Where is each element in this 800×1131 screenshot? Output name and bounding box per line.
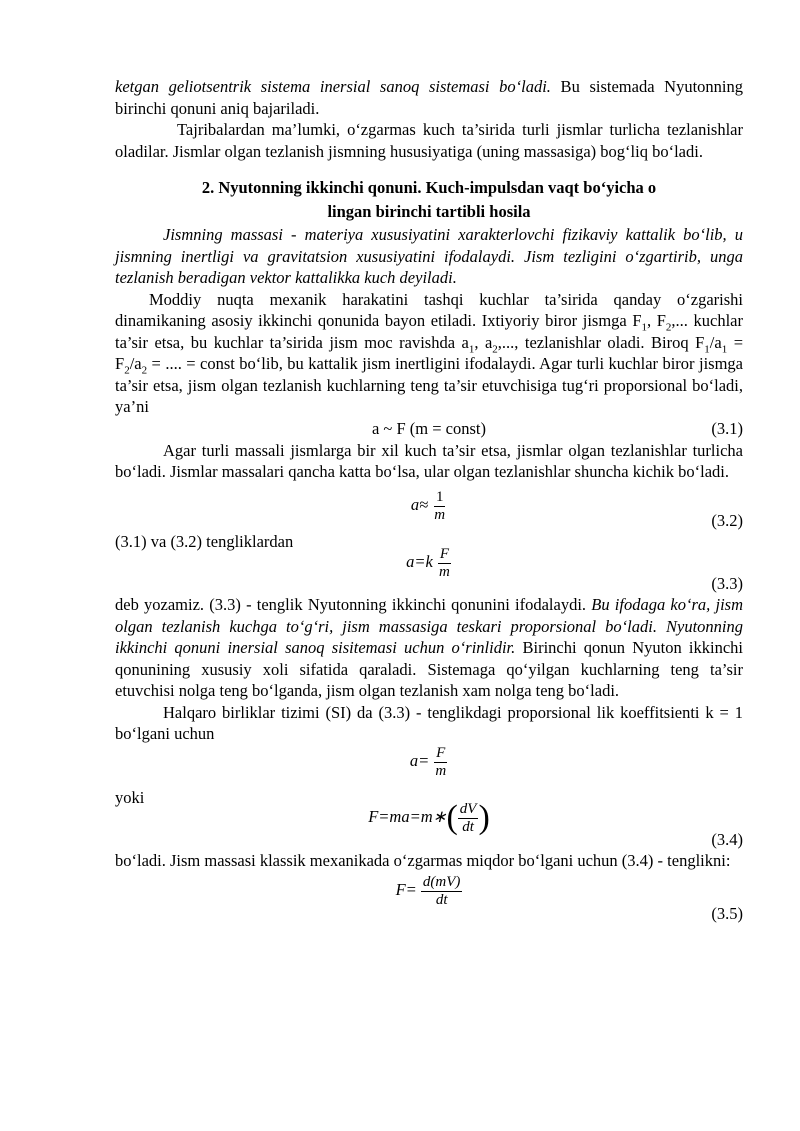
paragraph-mass-definition: Jismning massasi - materiya xususiyatini xarakterlovchi fizikaviy kattalik bo‘lib, u jismning inertligi va gravitatsion xususiyatini ifodalaydi. Jism tezligini o‘zgartirib, unga tezlanish beradigan vektor kattalikka kuch deyiladi.	[115, 225, 743, 287]
equation-3-5-fraction: $\frac{d(mV)}{dt}$	[422, 873, 461, 908]
equation-3-1-number: (3.1)	[711, 418, 743, 438]
paragraph-experiments: Tajribalardan ma’lumki, o‘zgarmas kuch ta’sirida turli jismlar turlicha tezlanishlar oladilar. Jismlar olgan tezlanish jismning hususiyatiga (uning massasiga) bog‘liq bo‘ladi.	[115, 120, 743, 161]
paragraph-second-law: Moddiy nuqta mexanik harakatini tashqi kuchlar ta’sirida qanday o‘zgarishi dinamikaning asosiy ikkinchi qonunida bayon etiladi. Ixtiyoriy biror jismga $F_1$, $F_2$,... kuchlar ta’sir etsa, bu kuchlar ta’sirida jism moc ravishda $a_1$, $a_2$,..., tezlanishlar oladi. Biroq $F_1/a_1 = F_2/a_2$ = .... = const bo‘lib, bu kattalik jism inertligini ifodalaydi. Agar turli kuchlar biror jismga ta’sir etsa, jism olgan tezlanish kuchlarning teng ta’sir etuvchisiga tug‘ri proporsional bo‘ladi, ya’ni	[115, 289, 743, 416]
paragraph-from-equations: (3.1) va (3.2) tengliklardan	[115, 531, 294, 551]
equation-3-5-number: (3.5)	[711, 903, 743, 923]
heading-line-1: 2. Nyutonning ikkinchi qonuni. Kuch-impulsdan vaqt bo‘yicha o	[201, 178, 657, 197]
equation-3-4-number: (3.4)	[711, 830, 743, 849]
equation-3-1	[115, 418, 743, 440]
document-page	[115, 76, 743, 924]
equation-3-5	[115, 874, 743, 924]
equation-a-f-m: a= $\frac{F}{m}$	[409, 744, 447, 779]
equation-3-2-number: (3.2)	[711, 510, 743, 530]
paragraph-masses: Agar turli massali jismlarga bir xil kuch ta’sir etsa, jismlar olgan tezlanishlar turlicha bo‘ladi. Jismlar massalari qancha katta bo‘lsa, ular olgan tezlanishlar shuncha kichik bo‘ladi.	[115, 440, 743, 481]
intro-italic-text: ketgan geliotsentrik sistema inersial sanoq sistemasi bo‘ladi.	[115, 77, 551, 96]
paragraph-si-units: Halqaro birliklar tizimi (SI) da (3.3) - tenglikdagi proporsional lik koeffitsienti k = 1 bo‘lgani uchun	[115, 702, 743, 743]
equation-3-5-lhs: F=	[395, 879, 417, 899]
paragraph-or: yoki	[115, 787, 145, 807]
equation-3-4-lhs: F=ma=m∗	[368, 806, 447, 826]
equation-3-2	[115, 483, 743, 531]
paragraph-intro	[115, 76, 743, 119]
equation-3-3-number: (3.3)	[711, 574, 743, 593]
paragraph-second-law-explained: deb yozamiz. (3.3) - tenglik Nyutonning ikkinchi qonunini ifodalaydi. Bu ifodaga ko‘ra, jism olgan tezlanish kuchga to‘g‘ri, jism massasiga teskari proporsional bo‘ladi. Nyutonning ikkinchi qonuni inersial sanoq sisitemasi uchun o‘rinlidir. Birinchi qonun Nyuton ikkinchi qonunining xususiy xoli sifatida qaraladi. Sistemaga qo‘yilgan kuchlarning teng ta’sir etuvchisi nolga teng bo‘lganda, jism olgan tezlanish xam nolga teng bo‘ladi.	[115, 595, 744, 700]
equation-3-4-fraction: $\frac{dV}{dt}$	[459, 800, 477, 835]
equation-3-3	[115, 546, 743, 594]
equation-3-4: F=ma=m∗( $\frac{dV}{dt}$ ) (3.4)	[368, 799, 743, 849]
equation-3-2-lhs: a≈	[410, 494, 429, 514]
section-heading	[115, 176, 743, 224]
equation-3-3-fraction: $\frac{F}{m}$	[439, 546, 450, 580]
equation-3-1-text: a ~ F (m = const)	[371, 418, 486, 438]
paragraph-mass-constant: bo‘ladi. Jism massasi klassik mexanikada o‘zgarmas miqdor bo‘lgani uchun (3.4) - tenglikni:	[115, 851, 731, 870]
intro-text: Bu sistemada Nyutonning birinchi qonuni aniq bajariladi.	[115, 77, 743, 118]
equation-3-3-lhs: a=k	[406, 552, 433, 572]
heading-line-2: lingan birinchi tartibli hosila	[327, 202, 531, 221]
equation-3-2-fraction: $\frac{1}{m}$	[434, 488, 446, 523]
